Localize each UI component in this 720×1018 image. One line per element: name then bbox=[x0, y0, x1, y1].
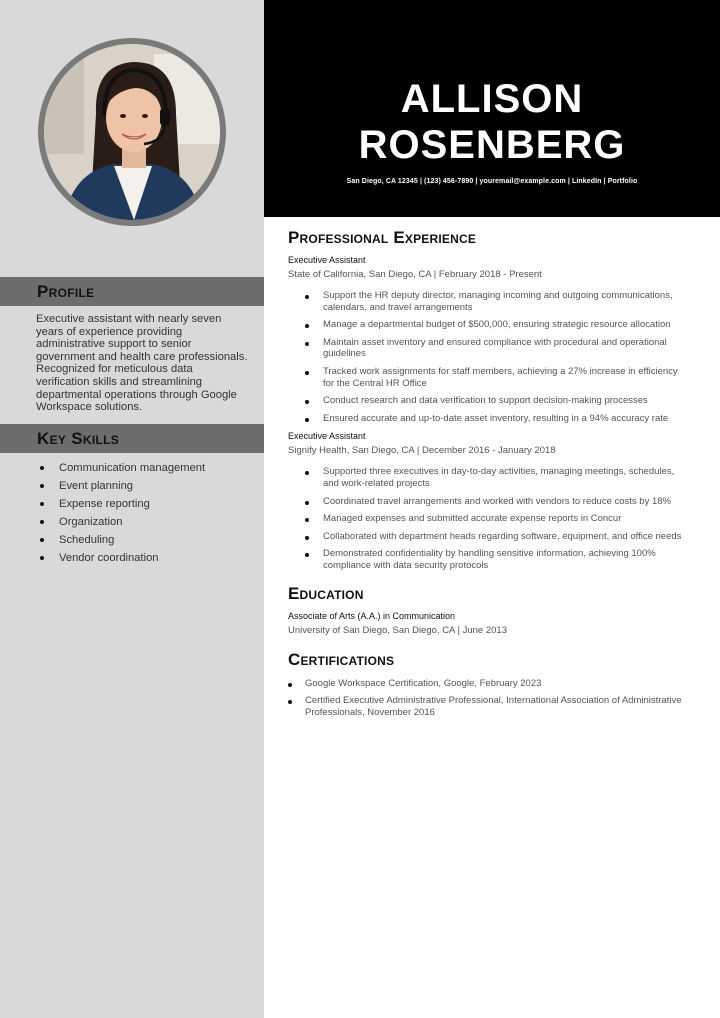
profile-summary: Executive assistant with nearly seven years of experience providing administrative support to senior government and health care professionals. Recognized for meticulous data verification skills and streamlining departmental operations through Google Workspace solutions. bbox=[36, 313, 248, 414]
skills-heading-bar bbox=[0, 424, 264, 453]
first-name: ALLISON bbox=[400, 77, 584, 121]
skill-item: Expense reporting bbox=[38, 495, 205, 513]
skills-heading: Key Skills bbox=[37, 429, 120, 448]
job-bullet: Conduct research and data verification to support decision-making processes bbox=[288, 395, 688, 407]
skill-item: Event planning bbox=[38, 477, 205, 495]
education-heading: Education bbox=[288, 583, 364, 603]
job-bullet: Supported three executives in day-to-day activities, managing meetings, schedules, and work-related projects bbox=[288, 466, 688, 489]
job-meta: State of California, San Diego, CA | February 2018 - Present bbox=[288, 269, 542, 280]
certification-item: Certified Executive Administrative Professional, International Association of Administrative Professionals, November 2016 bbox=[288, 695, 688, 718]
job-entry bbox=[288, 431, 688, 571]
experience-heading: Professional Experience bbox=[288, 228, 477, 247]
job-title: Executive Assistant bbox=[288, 431, 366, 442]
job-bullets bbox=[288, 466, 688, 571]
job-entry bbox=[288, 255, 688, 424]
last-name: ROSENBERG bbox=[358, 123, 626, 167]
candidate-name bbox=[264, 76, 720, 168]
job-bullet: Support the HR deputy director, managing incoming and outgoing communications, calendars, and travel arrangements bbox=[288, 290, 688, 313]
degree-title: Associate of Arts (A.A.) in Communication bbox=[288, 610, 456, 621]
job-bullet: Managed expenses and submitted accurate expense reports in Concur bbox=[288, 513, 688, 525]
job-bullets bbox=[288, 290, 688, 424]
job-bullet: Manage a departmental budget of $500,000, ensuring strategic resource allocation bbox=[288, 319, 688, 331]
woman-headset-icon bbox=[44, 44, 220, 220]
skill-item: Communication management bbox=[38, 459, 205, 477]
contact-line: San Diego, CA 12345 | (123) 456-7890 | youremail@example.com | LinkedIn | Portfolio bbox=[346, 178, 638, 185]
education-meta: University of San Diego, San Diego, CA | June 2013 bbox=[288, 624, 507, 636]
skill-item: Organization bbox=[38, 513, 205, 531]
certifications-heading: Certifications bbox=[288, 649, 395, 669]
sidebar bbox=[0, 0, 264, 1018]
profile-heading: Profile bbox=[37, 282, 95, 301]
profile-photo bbox=[44, 44, 220, 220]
profile-heading-bar bbox=[0, 277, 264, 306]
certifications-list bbox=[288, 678, 688, 719]
skills-list bbox=[38, 459, 205, 567]
job-bullet: Coordinated travel arrangements and worked with vendors to reduce costs by 18% bbox=[288, 496, 688, 508]
job-bullet: Collaborated with department heads regarding software, equipment, and office needs bbox=[288, 531, 688, 543]
name-header bbox=[264, 0, 720, 217]
skill-item: Vendor coordination bbox=[38, 549, 205, 567]
job-bullet: Ensured accurate and up-to-date asset inventory, resulting in a 94% accuracy rate bbox=[288, 413, 688, 425]
skill-item: Scheduling bbox=[38, 531, 205, 549]
job-bullet: Demonstrated confidentiality by handling sensitive information, achieving 100% compliance with data security protocols bbox=[288, 548, 688, 571]
certification-item: Google Workspace Certification, Google, February 2023 bbox=[288, 678, 688, 690]
job-bullet: Maintain asset inventory and ensured compliance with procedural and operational guidelines bbox=[288, 337, 688, 360]
main-content bbox=[288, 228, 688, 724]
job-meta: Signify Health, San Diego, CA | December 2016 - January 2018 bbox=[288, 445, 556, 457]
job-title: Executive Assistant bbox=[288, 255, 366, 265]
job-bullet: Tracked work assignments for staff members, achieving a 27% increase in efficiency for the Central HR Office bbox=[288, 366, 688, 389]
